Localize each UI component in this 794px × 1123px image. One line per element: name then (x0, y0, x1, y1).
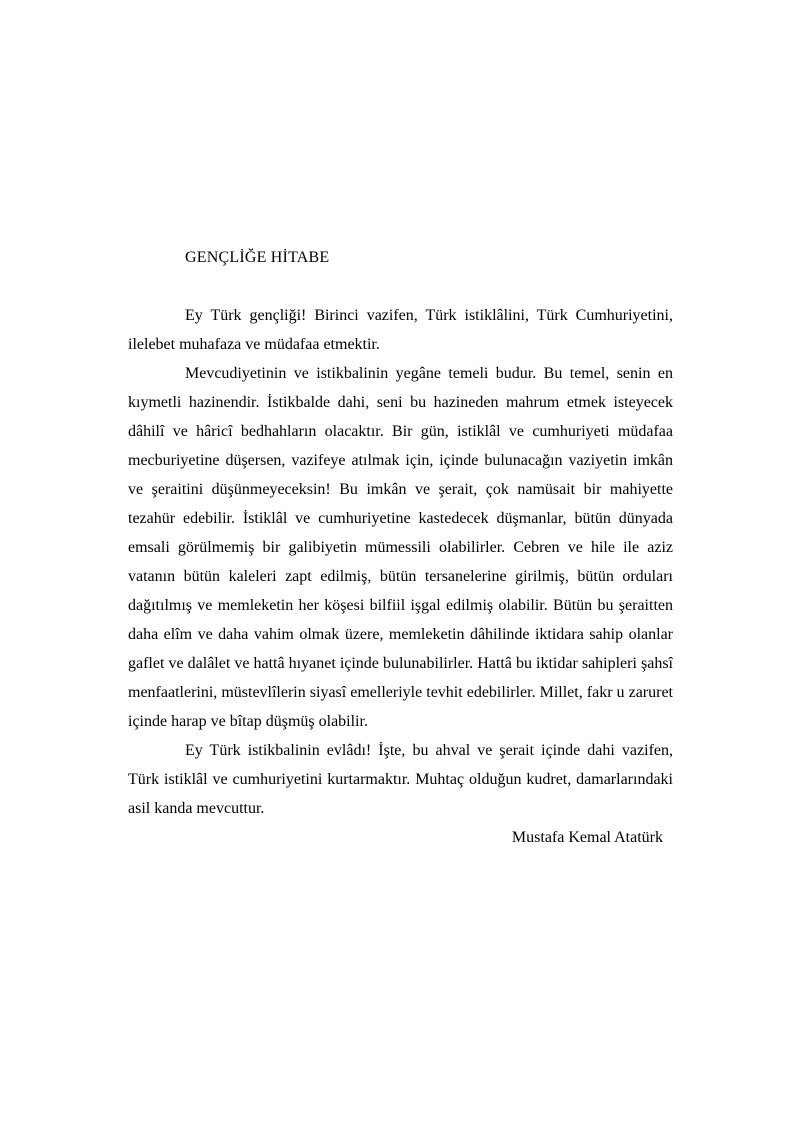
text-block (128, 243, 673, 852)
document-title: GENÇLİĞE HİTABE (185, 249, 330, 266)
paragraph-closing: Ey Türk istikbalinin evlâdı! İşte, bu ahval ve şerait içinde dahi vazifen, Türk istiklâl ve cumhuriyetini kurtarmaktır. Muhtaç olduğun kudret, damarlarındaki asil kanda mevcuttur. (128, 742, 673, 817)
signature-line: Mustafa Kemal Atatürk (511, 829, 663, 846)
paragraph-address-to-youth: Ey Türk gençliği! Birinci vazifen, Türk istiklâlini, Türk Cumhuriyetini, ilelebet muhafaza ve müdafaa etmektir. (128, 307, 673, 353)
paragraph-body: Mevcudiyetinin ve istikbalinin yegâne temeli budur. Bu temel, senin en kıymetli hazinendir. İstikbalde dahi, seni bu hazineden mahrum etmek isteyecek dâhilî ve hâricî bedhahların olacaktır. Bir gün, istiklâl ve cumhuriyeti müdafaa mecburiyetine düşersen, vazifeye atılmak için, içinde bulunacağın vaziyetin imkân ve şeraitini düşünmeyeceksin! Bu imkân ve şerait, çok namüsait bir mahiyette tezahür edebilir. İstiklâl ve cumhuriyetine kastedecek düşmanlar, bütün dünyada emsali görülmemiş bir galibiyetin mümessili olabilirler. Cebren ve hile ile aziz vatanın bütün kaleleri zapt edilmiş, bütün tersanelerine girilmiş, bütün orduları dağıtılmış ve memleketin her köşesi bilfiil işgal edilmiş olabilir. Bütün bu şeraitten daha elîm ve daha vahim olmak üzere, memleketin dâhilinde iktidara sahip olanlar gaflet ve dalâlet ve hattâ hıyanet içinde bulunabilirler. Hattâ bu iktidar sahipleri şahsî menfaatlerini, müstevlîlerin siyasî emelleriyle tevhit edebilirler. Millet, fakr u zaruret içinde harap ve bîtap düşmüş olabilir. (128, 365, 673, 730)
